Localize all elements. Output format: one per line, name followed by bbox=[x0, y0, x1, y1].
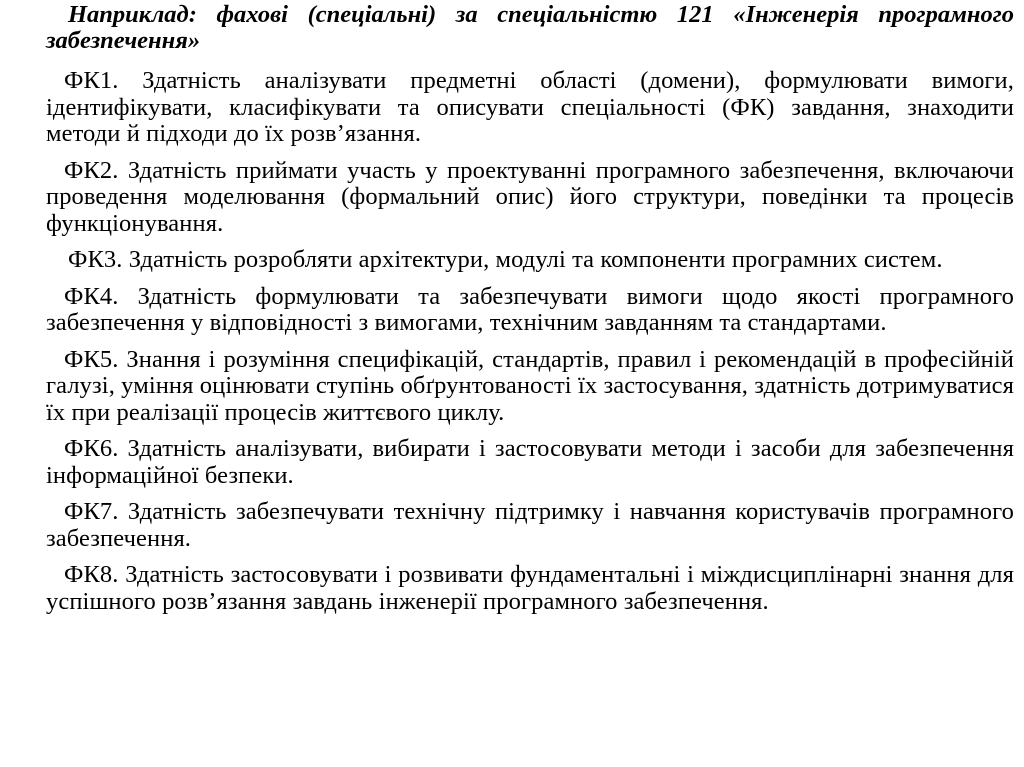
competency-fk4: ФК4. Здатність формулювати та забезпечувати вимоги щодо якості програмного забезпечення у відповідності з вимогами, технічним завданням та стандартами. bbox=[46, 282, 1014, 336]
competency-fk1: ФК1. Здатність аналізувати предметні області (домени), формулювати вимоги, ідентифікувати, класифікувати та описувати спеціальності (ФК) завдання, знаходити методи й підходи до їх розв’язання. bbox=[46, 67, 1014, 147]
competency-fk8: ФК8. Здатність застосовувати і розвивати фундаментальні і міждисциплінарні знання для успішного розв’язання завдань інженерії програмного забезпечення. bbox=[46, 561, 1014, 615]
competency-fk5: ФК5. Знання і розуміння специфікацій, стандартів, правил і рекомендацій в професійній галузі, уміння оцінювати ступінь обґрунтованості їх застосування, здатність дотримуватися їх при реалізації процесів життєвого циклу. bbox=[46, 345, 1014, 426]
competency-fk2: ФК2. Здатність приймати участь у проектуванні програмного забезпечення, включаючи проведення моделювання (формальний опис) його структури, поведінки та процесів функціонування. bbox=[46, 156, 1014, 237]
competency-fk6: ФК6. Здатність аналізувати, вибирати і застосовувати методи і засоби для забезпечення інформаційної безпеки. bbox=[46, 435, 1014, 489]
competency-fk7: ФК7. Здатність забезпечувати технічну підтримку і навчання користувачів програмного забезпечення. bbox=[46, 498, 1014, 552]
example-heading: Наприклад: фахові (спеціальні) за спеціальністю 121 «Інженерія програмного забезпечення» bbox=[46, 1, 1014, 54]
competency-fk3: ФК3. Здатність розробляти архітектури, модулі та компоненти програмних систем. bbox=[68, 246, 943, 273]
